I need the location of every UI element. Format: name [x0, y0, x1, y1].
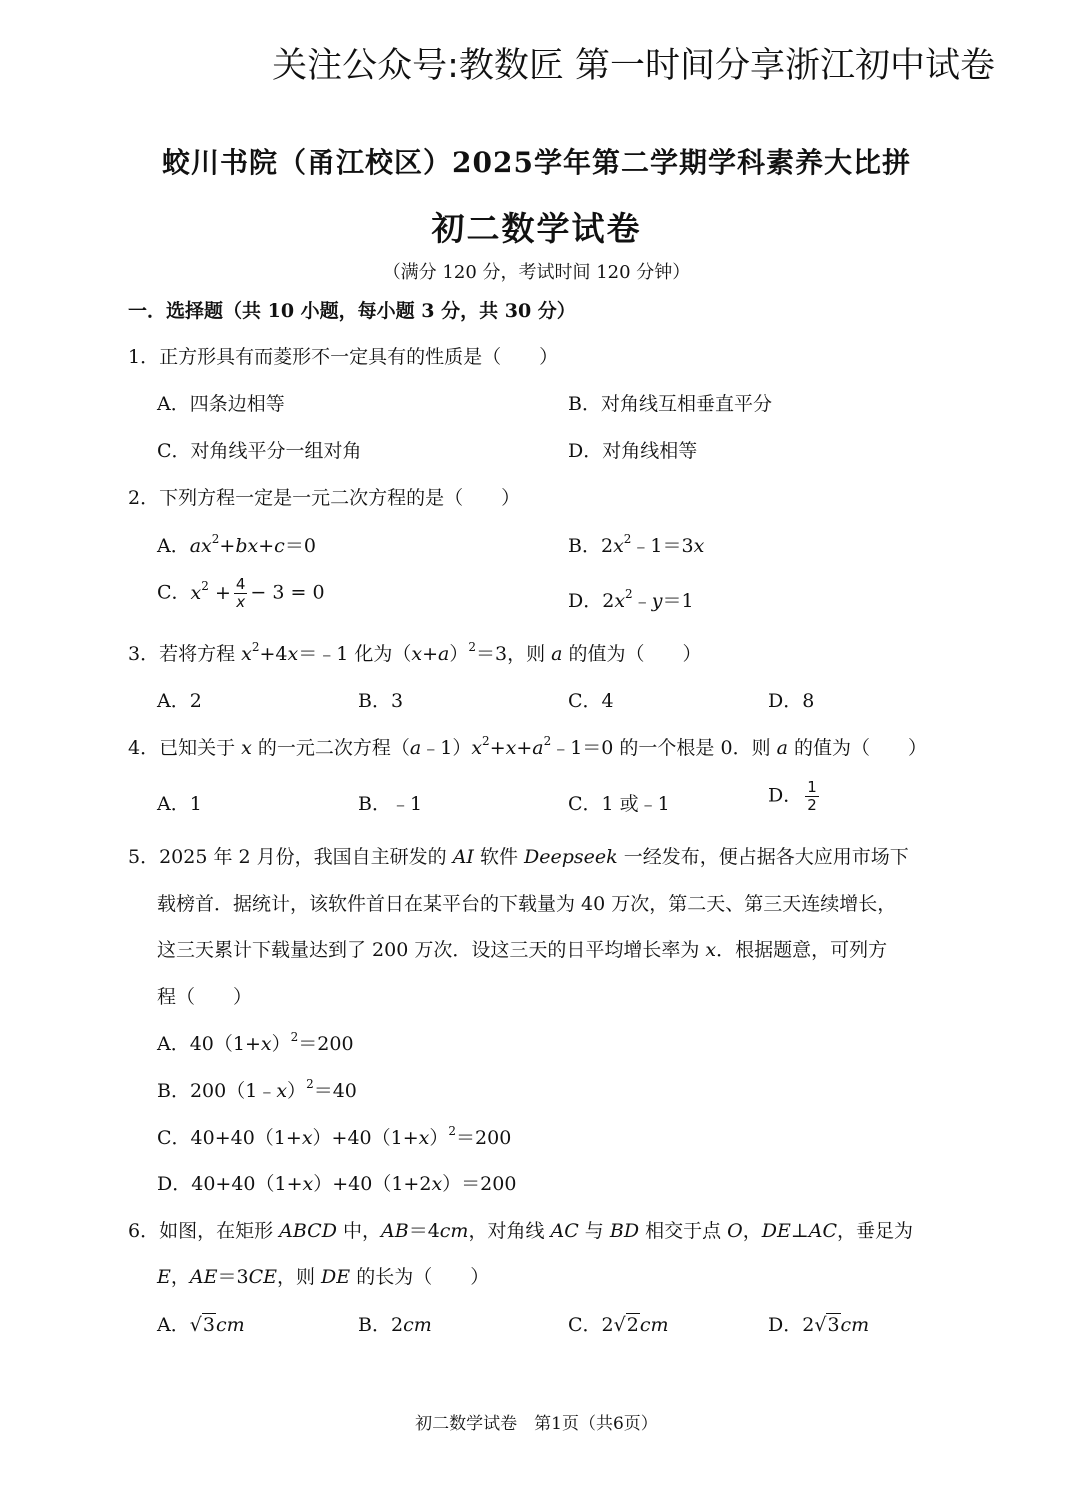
question-2-option-a: A．$ax^2+bx+c=0$ [157, 532, 316, 557]
question-5-line-4: 程（ ） [157, 986, 253, 1008]
question-5-option-a: A．$40(1+x)^2=200$ [157, 1030, 354, 1055]
question-2-option-d: D．$2x^2﹣y=1$ [568, 587, 694, 612]
question-3-option-b: B．3 [358, 690, 404, 712]
fraction-4-over-x: $\frac{4}{x}$ [235, 575, 246, 611]
question-6-option-d: D．2√3cm [768, 1314, 870, 1336]
question-6-option-a: A．√3cm [157, 1314, 245, 1336]
page-footer: 初二数学试卷 第1页（共6页） [415, 1414, 658, 1434]
question-3-stem: 3．若将方程 $x^2+4x=﹣1$ 化为$(x+a)^2=3$，则 a 的值为（ ） [128, 640, 702, 665]
question-5-line-2: 载榜首．据统计，该软件首日在某平台的下载量为 40 万次，第二天、第三天连续增长， [157, 893, 897, 915]
question-6-option-c: C．2√2cm [568, 1314, 669, 1336]
section-heading: 一．选择题（共 10 小题，每小题 3 分，共 30 分） [128, 300, 576, 322]
question-6-line-2: E，AE＝3CE，则 DE 的长为（ ） [157, 1266, 490, 1288]
exam-title: 蛟川书院（甬江校区）2025学年第二学期学科素养大比拼 [162, 146, 911, 179]
question-2-option-b: B．$2x^2﹣1=3x$ [568, 532, 705, 557]
exam-subject: 初二数学试卷 [431, 209, 642, 248]
question-4-option-a: A．1 [157, 793, 202, 815]
question-1-option-d: D．对角线相等 [568, 440, 698, 462]
question-4-option-d: D． $\frac{1}{2}$ [768, 778, 817, 814]
question-5-line-3: 这三天累计下载量达到了 200 万次．设这三天的日平均增长率为 x．根据题意，可列方 [157, 939, 888, 961]
exam-info: （满分 120 分，考试时间 120 分钟） [382, 262, 691, 283]
question-2-option-c: C．$x^2$ + $\frac{4}{x}$ − 3 = 0 [157, 575, 325, 611]
question-4-option-c: C．1 或﹣1 [568, 793, 670, 815]
question-1-stem: 1．正方形具有而菱形不一定具有的性质是（ ） [128, 346, 559, 368]
question-6-option-b: B．2cm [358, 1314, 432, 1336]
question-5-option-d: D．40+40（1+x）+40（1+2x）＝200 [157, 1173, 517, 1195]
question-6-line-1: 6．如图，在矩形 ABCD 中，AB＝4cm，对角线 AC 与 BD 相交于点 O，DE⊥AC，垂足为 [128, 1220, 914, 1242]
question-5-option-c: C．$40+40(1+x)+40(1+x)^2=200$ [157, 1124, 512, 1149]
question-5-option-b: B．200（1﹣x）$^2$＝40 [157, 1077, 357, 1102]
promo-banner: 关注公众号:教数匠 第一时间分享浙江初中试卷 [272, 46, 995, 86]
question-3-option-a: A．2 [157, 690, 202, 712]
question-3-option-c: C．4 [568, 690, 614, 712]
question-2-stem: 2．下列方程一定是一元二次方程的是（ ） [128, 487, 521, 509]
question-1-option-c: C．对角线平分一组对角 [157, 440, 362, 462]
question-1-option-a: A．四条边相等 [157, 393, 285, 415]
question-4-option-b: B．﹣1 [358, 793, 423, 815]
question-3-option-d: D．8 [768, 690, 815, 712]
question-4-stem: 4．已知关于 x 的一元二次方程$(a﹣1)x^2+x+a^2﹣1=0$ 的一个根是 0．则 a 的值为（ ） [128, 734, 927, 759]
fraction-one-half: $\frac{1}{2}$ [807, 778, 817, 814]
question-1-option-b: B．对角线互相垂直平分 [568, 393, 772, 415]
question-5-line-1: 5．2025 年 2 月份，我国自主研发的 AI 软件 Deepseek 一经发布，便占据各大应用市场下 [128, 846, 909, 868]
